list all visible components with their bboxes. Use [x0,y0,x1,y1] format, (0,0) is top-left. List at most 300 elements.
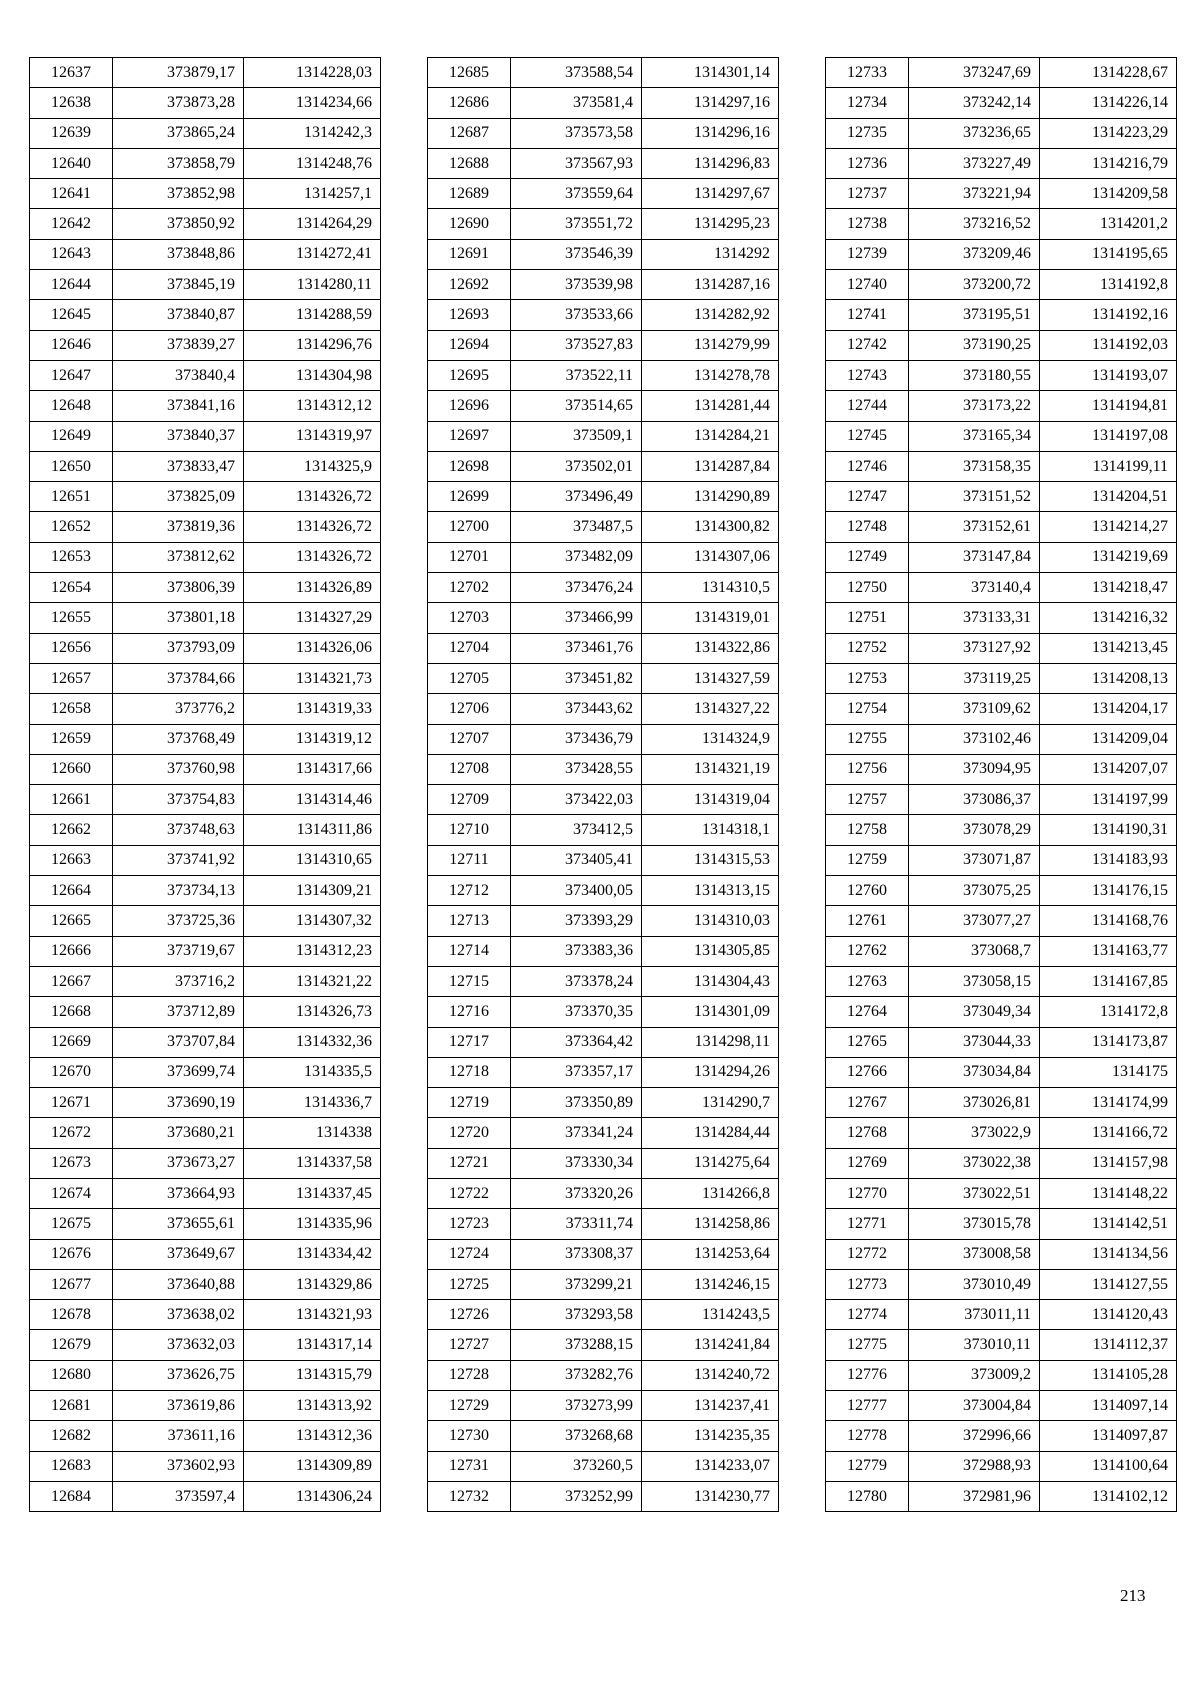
table-row [826,330,1177,360]
x-coordinate-cell: 373741,92 [113,845,244,875]
table-row [30,876,381,906]
y-coordinate-cell: 1314192,16 [1040,300,1177,330]
point-number-cell: 12644 [30,270,113,300]
point-number-cell: 12664 [30,876,113,906]
point-number-cell: 12694 [428,330,511,360]
table-row [30,573,381,603]
y-coordinate-cell: 1314336,7 [244,1088,381,1118]
y-coordinate-cell: 1314097,14 [1040,1391,1177,1421]
x-coordinate-cell: 373227,49 [909,148,1040,178]
point-number-cell: 12754 [826,694,909,724]
y-coordinate-cell: 1314297,67 [642,179,779,209]
point-number-cell: 12704 [428,633,511,663]
point-number-cell: 12673 [30,1148,113,1178]
point-number-cell: 12669 [30,1027,113,1057]
x-coordinate-cell: 373496,49 [511,482,642,512]
table-row [428,482,779,512]
y-coordinate-cell: 1314335,5 [244,1057,381,1087]
y-coordinate-cell: 1314290,89 [642,482,779,512]
table-row [30,1209,381,1239]
point-number-cell: 12759 [826,845,909,875]
table-row [428,1239,779,1269]
y-coordinate-cell: 1314242,3 [244,118,381,148]
y-coordinate-cell: 1314317,66 [244,754,381,784]
table-row [428,1269,779,1299]
y-coordinate-cell: 1314296,83 [642,148,779,178]
y-coordinate-cell: 1314319,33 [244,694,381,724]
table-row [30,1421,381,1451]
x-coordinate-cell: 373209,46 [909,239,1040,269]
point-number-cell: 12691 [428,239,511,269]
table-row [826,270,1177,300]
y-coordinate-cell: 1314168,76 [1040,906,1177,936]
table-row [30,118,381,148]
point-number-cell: 12670 [30,1057,113,1087]
y-coordinate-cell: 1314208,13 [1040,663,1177,693]
y-coordinate-cell: 1314195,65 [1040,239,1177,269]
table-row [428,845,779,875]
x-coordinate-cell: 373716,2 [113,966,244,996]
table-row [826,997,1177,1027]
point-number-cell: 12748 [826,512,909,542]
point-number-cell: 12658 [30,694,113,724]
x-coordinate-cell: 373133,31 [909,603,1040,633]
table-row [428,815,779,845]
y-coordinate-cell: 1314310,03 [642,906,779,936]
x-coordinate-cell: 373422,03 [511,785,642,815]
x-coordinate-cell: 373127,92 [909,633,1040,663]
table-row [826,1148,1177,1178]
table-row [428,179,779,209]
table-row [428,148,779,178]
table-row [826,1481,1177,1511]
y-coordinate-cell: 1314279,99 [642,330,779,360]
y-coordinate-cell: 1314334,42 [244,1239,381,1269]
y-coordinate-cell: 1314204,17 [1040,694,1177,724]
x-coordinate-cell: 373044,33 [909,1027,1040,1057]
x-coordinate-cell: 373311,74 [511,1209,642,1239]
x-coordinate-cell: 373640,88 [113,1269,244,1299]
table-row [30,512,381,542]
coordinate-table-1 [29,57,381,1512]
y-coordinate-cell: 1314312,12 [244,391,381,421]
x-coordinate-cell: 373539,98 [511,270,642,300]
point-number-cell: 12657 [30,663,113,693]
y-coordinate-cell: 1314197,08 [1040,421,1177,451]
y-coordinate-cell: 1314235,35 [642,1421,779,1451]
y-coordinate-cell: 1314307,32 [244,906,381,936]
x-coordinate-cell: 373848,86 [113,239,244,269]
point-number-cell: 12641 [30,179,113,209]
x-coordinate-cell: 373022,9 [909,1118,1040,1148]
x-coordinate-cell: 373173,22 [909,391,1040,421]
point-number-cell: 12739 [826,239,909,269]
x-coordinate-cell: 373776,2 [113,694,244,724]
x-coordinate-cell: 373873,28 [113,88,244,118]
table-row [826,966,1177,996]
table-row [428,1451,779,1481]
x-coordinate-cell: 373022,38 [909,1148,1040,1178]
x-coordinate-cell: 373004,84 [909,1391,1040,1421]
table-row [30,1148,381,1178]
x-coordinate-cell: 373190,25 [909,330,1040,360]
y-coordinate-cell: 1314284,21 [642,421,779,451]
table-row [826,1330,1177,1360]
table-row [428,573,779,603]
point-number-cell: 12737 [826,179,909,209]
y-coordinate-cell: 1314190,31 [1040,815,1177,845]
y-coordinate-cell: 1314223,29 [1040,118,1177,148]
point-number-cell: 12668 [30,997,113,1027]
x-coordinate-cell: 373140,4 [909,573,1040,603]
y-coordinate-cell: 1314173,87 [1040,1027,1177,1057]
y-coordinate-cell: 1314315,79 [244,1360,381,1390]
table-row [30,663,381,693]
table-row [826,118,1177,148]
table-row [428,300,779,330]
y-coordinate-cell: 1314310,5 [642,573,779,603]
table-row [826,512,1177,542]
table-row [30,1481,381,1511]
table-row [428,391,779,421]
x-coordinate-cell: 373049,34 [909,997,1040,1027]
table-row [428,330,779,360]
table-row [30,1330,381,1360]
table-row [30,330,381,360]
x-coordinate-cell: 373725,36 [113,906,244,936]
x-coordinate-cell: 373273,99 [511,1391,642,1421]
point-number-cell: 12638 [30,88,113,118]
y-coordinate-cell: 1314313,15 [642,876,779,906]
x-coordinate-cell: 373068,7 [909,936,1040,966]
x-coordinate-cell: 373026,81 [909,1088,1040,1118]
y-coordinate-cell: 1314321,73 [244,663,381,693]
point-number-cell: 12746 [826,451,909,481]
y-coordinate-cell: 1314234,66 [244,88,381,118]
x-coordinate-cell: 373546,39 [511,239,642,269]
point-number-cell: 12702 [428,573,511,603]
y-coordinate-cell: 1314327,29 [244,603,381,633]
table-row [30,966,381,996]
point-number-cell: 12744 [826,391,909,421]
x-coordinate-cell: 373812,62 [113,542,244,572]
point-number-cell: 12760 [826,876,909,906]
point-number-cell: 12772 [826,1239,909,1269]
y-coordinate-cell: 1314157,98 [1040,1148,1177,1178]
y-coordinate-cell: 1314226,14 [1040,88,1177,118]
x-coordinate-cell: 373638,02 [113,1300,244,1330]
point-number-cell: 12777 [826,1391,909,1421]
point-number-cell: 12706 [428,694,511,724]
table-row [30,1300,381,1330]
point-number-cell: 12637 [30,58,113,88]
x-coordinate-cell: 373200,72 [909,270,1040,300]
point-number-cell: 12672 [30,1118,113,1148]
point-number-cell: 12643 [30,239,113,269]
y-coordinate-cell: 1314246,15 [642,1269,779,1299]
x-coordinate-cell: 373699,74 [113,1057,244,1087]
table-row [30,1027,381,1057]
y-coordinate-cell: 1314228,67 [1040,58,1177,88]
y-coordinate-cell: 1314288,59 [244,300,381,330]
x-coordinate-cell: 373299,21 [511,1269,642,1299]
x-coordinate-cell: 373308,37 [511,1239,642,1269]
x-coordinate-cell: 373282,76 [511,1360,642,1390]
point-number-cell: 12699 [428,482,511,512]
y-coordinate-cell: 1314335,96 [244,1209,381,1239]
point-number-cell: 12742 [826,330,909,360]
y-coordinate-cell: 1314243,5 [642,1300,779,1330]
table-row [30,906,381,936]
table-row [826,1269,1177,1299]
x-coordinate-cell: 373833,47 [113,451,244,481]
table-row [30,997,381,1027]
x-coordinate-cell: 373364,42 [511,1027,642,1057]
table-row [826,573,1177,603]
x-coordinate-cell: 373476,24 [511,573,642,603]
y-coordinate-cell: 1314287,84 [642,451,779,481]
point-number-cell: 12690 [428,209,511,239]
x-coordinate-cell: 373252,99 [511,1481,642,1511]
table-row [428,724,779,754]
x-coordinate-cell: 373094,95 [909,754,1040,784]
y-coordinate-cell: 1314280,11 [244,270,381,300]
point-number-cell: 12720 [428,1118,511,1148]
point-number-cell: 12647 [30,360,113,390]
table-row [826,300,1177,330]
table-row [30,270,381,300]
point-number-cell: 12765 [826,1027,909,1057]
point-number-cell: 12764 [826,997,909,1027]
x-coordinate-cell: 373147,84 [909,542,1040,572]
point-number-cell: 12703 [428,603,511,633]
y-coordinate-cell: 1314304,98 [244,360,381,390]
point-number-cell: 12676 [30,1239,113,1269]
table-row [30,1118,381,1148]
y-coordinate-cell: 1314233,07 [642,1451,779,1481]
point-number-cell: 12779 [826,1451,909,1481]
page-number: 213 [1120,1586,1146,1605]
x-coordinate-cell: 373357,17 [511,1057,642,1087]
y-coordinate-cell: 1314209,58 [1040,179,1177,209]
table-row [30,1391,381,1421]
table-row [30,482,381,512]
point-number-cell: 12724 [428,1239,511,1269]
x-coordinate-cell: 373858,79 [113,148,244,178]
point-number-cell: 12697 [428,421,511,451]
y-coordinate-cell: 1314315,53 [642,845,779,875]
table-row [30,148,381,178]
x-coordinate-cell: 373451,82 [511,663,642,693]
table-row [30,1360,381,1390]
x-coordinate-cell: 373152,61 [909,512,1040,542]
y-coordinate-cell: 1314264,29 [244,209,381,239]
y-coordinate-cell: 1314213,45 [1040,633,1177,663]
y-coordinate-cell: 1314172,8 [1040,997,1177,1027]
point-number-cell: 12752 [826,633,909,663]
table-row [428,1178,779,1208]
table-row [428,58,779,88]
point-number-cell: 12750 [826,573,909,603]
x-coordinate-cell: 373581,4 [511,88,642,118]
table-row [428,694,779,724]
y-coordinate-cell: 1314266,8 [642,1178,779,1208]
x-coordinate-cell: 373268,68 [511,1421,642,1451]
x-coordinate-cell: 373350,89 [511,1088,642,1118]
x-coordinate-cell: 373158,35 [909,451,1040,481]
y-coordinate-cell: 1314105,28 [1040,1360,1177,1390]
x-coordinate-cell: 373712,89 [113,997,244,1027]
x-coordinate-cell: 373320,26 [511,1178,642,1208]
x-coordinate-cell: 373879,17 [113,58,244,88]
y-coordinate-cell: 1314306,24 [244,1481,381,1511]
point-number-cell: 12719 [428,1088,511,1118]
x-coordinate-cell: 373840,37 [113,421,244,451]
x-coordinate-cell: 373009,2 [909,1360,1040,1390]
x-coordinate-cell: 373527,83 [511,330,642,360]
x-coordinate-cell: 373370,35 [511,997,642,1027]
y-coordinate-cell: 1314338 [244,1118,381,1148]
y-coordinate-cell: 1314313,92 [244,1391,381,1421]
y-coordinate-cell: 1314300,82 [642,512,779,542]
y-coordinate-cell: 1314241,84 [642,1330,779,1360]
x-coordinate-cell: 373195,51 [909,300,1040,330]
y-coordinate-cell: 1314309,89 [244,1451,381,1481]
y-coordinate-cell: 1314193,07 [1040,360,1177,390]
x-coordinate-cell: 373383,36 [511,936,642,966]
x-coordinate-cell: 373588,54 [511,58,642,88]
y-coordinate-cell: 1314207,07 [1040,754,1177,784]
table-row [826,906,1177,936]
point-number-cell: 12701 [428,542,511,572]
y-coordinate-cell: 1314204,51 [1040,482,1177,512]
point-number-cell: 12640 [30,148,113,178]
table-row [30,88,381,118]
point-number-cell: 12722 [428,1178,511,1208]
table-row [826,845,1177,875]
point-number-cell: 12696 [428,391,511,421]
table-row [30,239,381,269]
point-number-cell: 12729 [428,1391,511,1421]
point-number-cell: 12681 [30,1391,113,1421]
x-coordinate-cell: 373845,19 [113,270,244,300]
point-number-cell: 12771 [826,1209,909,1239]
x-coordinate-cell: 373010,11 [909,1330,1040,1360]
y-coordinate-cell: 1314321,93 [244,1300,381,1330]
point-number-cell: 12684 [30,1481,113,1511]
y-coordinate-cell: 1314167,85 [1040,966,1177,996]
table-row [826,1391,1177,1421]
point-number-cell: 12712 [428,876,511,906]
y-coordinate-cell: 1314201,2 [1040,209,1177,239]
point-number-cell: 12768 [826,1118,909,1148]
point-number-cell: 12695 [428,360,511,390]
y-coordinate-cell: 1314322,86 [642,633,779,663]
y-coordinate-cell: 1314281,44 [642,391,779,421]
x-coordinate-cell: 373341,24 [511,1118,642,1148]
y-coordinate-cell: 1314253,64 [642,1239,779,1269]
x-coordinate-cell: 373015,78 [909,1209,1040,1239]
y-coordinate-cell: 1314127,55 [1040,1269,1177,1299]
y-coordinate-cell: 1314148,22 [1040,1178,1177,1208]
table-row [826,451,1177,481]
x-coordinate-cell: 373077,27 [909,906,1040,936]
table-row [826,603,1177,633]
y-coordinate-cell: 1314290,7 [642,1088,779,1118]
x-coordinate-cell: 373664,93 [113,1178,244,1208]
point-number-cell: 12727 [428,1330,511,1360]
point-number-cell: 12698 [428,451,511,481]
y-coordinate-cell: 1314209,04 [1040,724,1177,754]
point-number-cell: 12713 [428,906,511,936]
point-number-cell: 12755 [826,724,909,754]
x-coordinate-cell: 373008,58 [909,1239,1040,1269]
x-coordinate-cell: 373034,84 [909,1057,1040,1087]
point-number-cell: 12642 [30,209,113,239]
x-coordinate-cell: 373058,15 [909,966,1040,996]
table-row [428,1118,779,1148]
point-number-cell: 12651 [30,482,113,512]
y-coordinate-cell: 1314134,56 [1040,1239,1177,1269]
coordinate-table-3 [825,57,1177,1512]
table-row [30,360,381,390]
x-coordinate-cell: 373611,16 [113,1421,244,1451]
y-coordinate-cell: 1314230,77 [642,1481,779,1511]
y-coordinate-cell: 1314296,16 [642,118,779,148]
y-coordinate-cell: 1314326,89 [244,573,381,603]
point-number-cell: 12649 [30,421,113,451]
table-row [826,1360,1177,1390]
table-row [826,1027,1177,1057]
point-number-cell: 12740 [826,270,909,300]
table-row [826,785,1177,815]
table-row [30,845,381,875]
x-coordinate-cell: 373801,18 [113,603,244,633]
x-coordinate-cell: 373405,41 [511,845,642,875]
point-number-cell: 12766 [826,1057,909,1087]
x-coordinate-cell: 373502,01 [511,451,642,481]
point-number-cell: 12747 [826,482,909,512]
point-number-cell: 12770 [826,1178,909,1208]
y-coordinate-cell: 1314326,73 [244,997,381,1027]
y-coordinate-cell: 1314278,78 [642,360,779,390]
point-number-cell: 12718 [428,1057,511,1087]
table-row [428,1209,779,1239]
x-coordinate-cell: 373551,72 [511,209,642,239]
point-number-cell: 12661 [30,785,113,815]
table-row [428,633,779,663]
point-number-cell: 12769 [826,1148,909,1178]
y-coordinate-cell: 1314163,77 [1040,936,1177,966]
y-coordinate-cell: 1314097,87 [1040,1421,1177,1451]
y-coordinate-cell: 1314287,16 [642,270,779,300]
point-number-cell: 12700 [428,512,511,542]
table-row [826,663,1177,693]
table-row [428,270,779,300]
point-number-cell: 12671 [30,1088,113,1118]
x-coordinate-cell: 373514,65 [511,391,642,421]
table-row [826,542,1177,572]
point-number-cell: 12721 [428,1148,511,1178]
y-coordinate-cell: 1314321,22 [244,966,381,996]
y-coordinate-cell: 1314301,09 [642,997,779,1027]
table-row [30,300,381,330]
table-row [30,603,381,633]
x-coordinate-cell: 373707,84 [113,1027,244,1057]
x-coordinate-cell: 373011,11 [909,1300,1040,1330]
point-number-cell: 12653 [30,542,113,572]
point-number-cell: 12689 [428,179,511,209]
